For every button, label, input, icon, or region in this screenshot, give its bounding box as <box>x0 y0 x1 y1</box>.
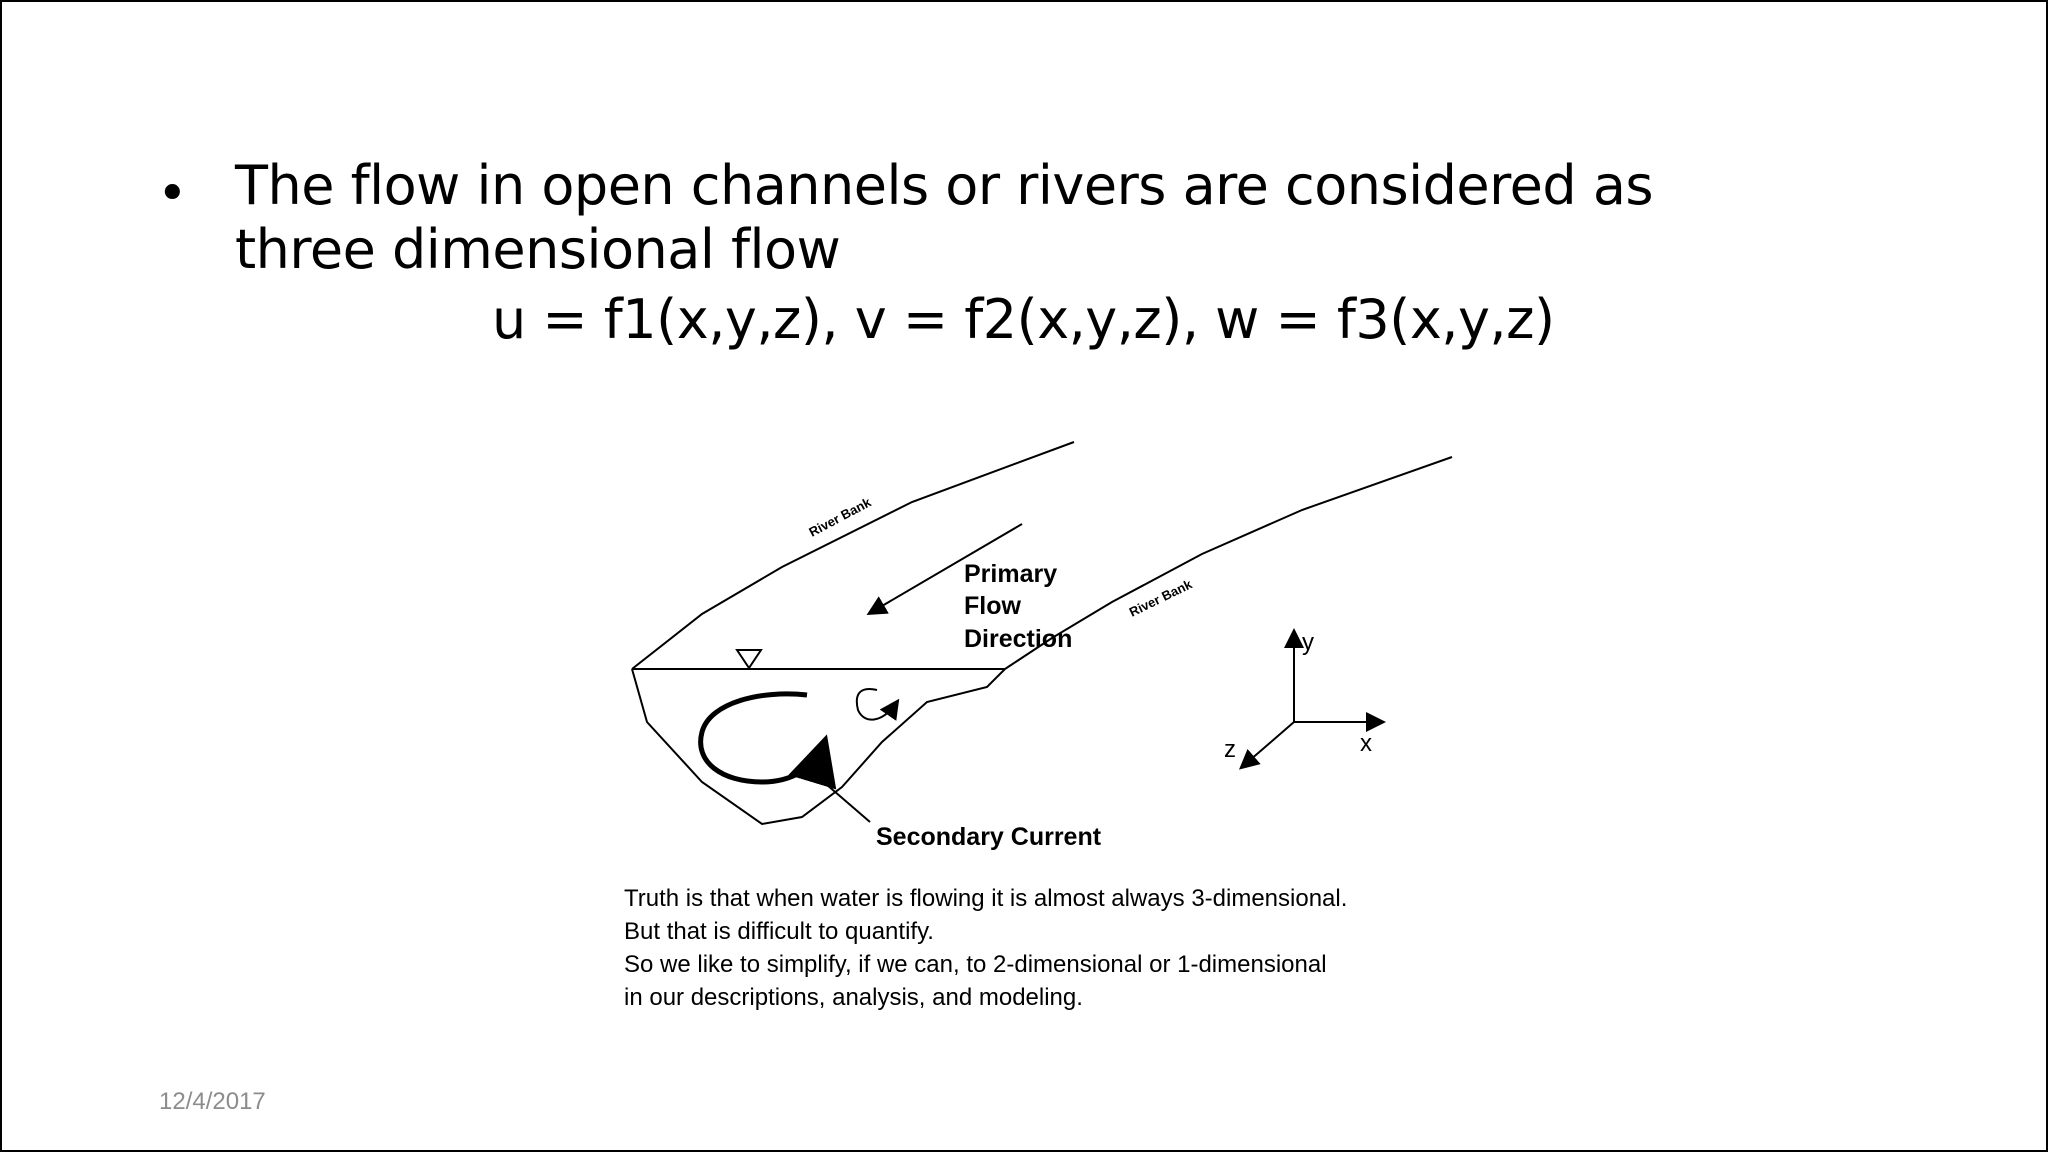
secondary-current-leader <box>812 772 870 822</box>
secondary-current-label: Secondary Current <box>876 823 1102 851</box>
z-axis <box>1242 722 1294 767</box>
secondary-current-small-arrow <box>857 689 897 720</box>
slide-date: 12/4/2017 <box>159 1088 266 1115</box>
right-bank-label: River Bank <box>1126 576 1195 620</box>
secondary-current-large-arrow <box>701 694 824 782</box>
x-axis-label: x <box>1360 730 1372 757</box>
caption-line-3: So we like to simplify, if we can, to 2-dimensional or 1-dimensional <box>624 951 1327 978</box>
left-bank-label: River Bank <box>806 494 874 540</box>
z-axis-label: z <box>1224 736 1236 763</box>
y-axis-label: y <box>1302 629 1314 656</box>
caption <box>624 882 1424 1014</box>
velocity-equation: u = f1(x,y,z), v = f2(x,y,z), w = f3(x,y,z) <box>492 288 1555 351</box>
bullet-text: The flow in open channels or rivers are considered as three dimensional flow <box>235 154 1654 281</box>
caption-line-2: But that is difficult to quantify. <box>624 918 934 945</box>
bullet-marker: • <box>157 164 188 224</box>
caption-line-1: Truth is that when water is flowing it is almost always 3-dimensional. <box>624 885 1348 912</box>
caption-line-4: in our descriptions, analysis, and modeling. <box>624 984 1083 1011</box>
primary-flow-label-line1: Primary <box>964 560 1058 588</box>
water-level-marker <box>737 650 761 668</box>
primary-flow-label-line3: Direction <box>964 625 1073 653</box>
channel-bed <box>632 669 1005 824</box>
primary-flow-label-line2: Flow <box>964 592 1021 620</box>
